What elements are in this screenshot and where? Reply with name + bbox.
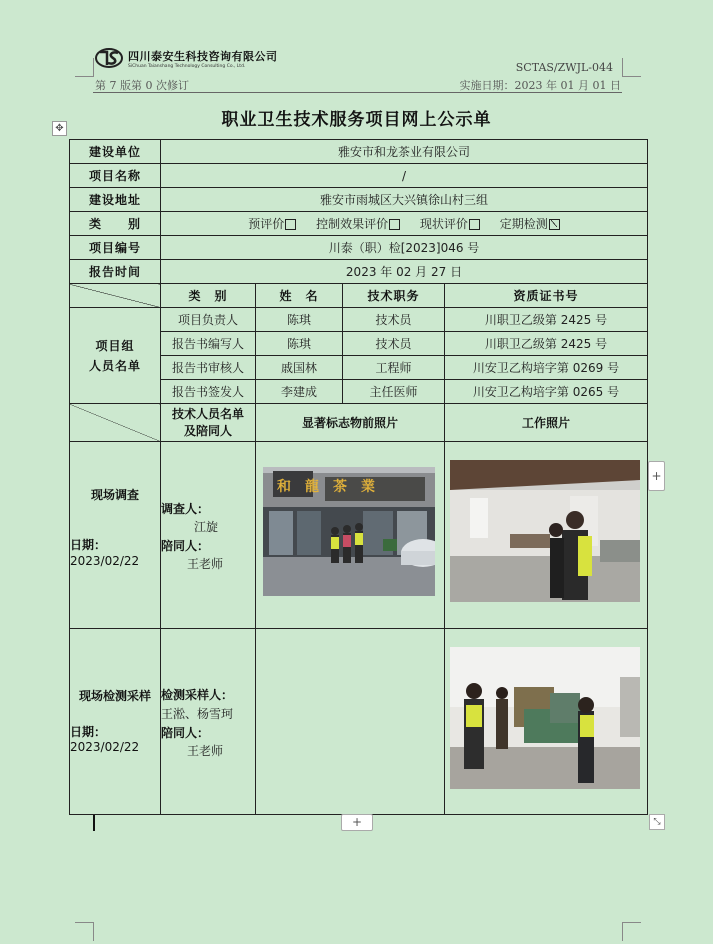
survey-label: 现场调查 (90, 488, 139, 502)
survey-companion-label: 陪同人： (161, 539, 210, 553)
address-value[interactable]: 雅安市雨城区大兴镇徐山村三组 (161, 188, 648, 212)
text-cursor (93, 815, 95, 831)
page-title: 职业卫生技术服务项目网上公示单 (221, 110, 492, 130)
unit-label: 建设单位 (70, 140, 161, 164)
checkbox-icon[interactable] (389, 219, 400, 230)
add-column-button[interactable]: + (648, 461, 665, 491)
investigator-name[interactable]: 江旋 (194, 520, 219, 534)
corner-mark-top-right (622, 58, 641, 77)
team-row-title[interactable]: 技术员 (343, 308, 445, 332)
team-row-name[interactable]: 陈琪 (256, 308, 343, 332)
sampling-date-label: 日期： (70, 725, 107, 739)
address-label: 建设地址 (70, 188, 161, 212)
storefront-photo[interactable] (263, 467, 435, 596)
work-col-header: 工作照片 (445, 404, 648, 442)
unit-value[interactable]: 雅安市和龙茶业有限公司 (161, 140, 648, 164)
team-group-label: 项目组 人员名单 (70, 308, 161, 404)
survey-people-cell (161, 442, 256, 629)
team-row-title[interactable]: 工程师 (343, 356, 445, 380)
type-option-control[interactable]: 控制效果评价 (316, 217, 400, 231)
project-name-label: 项目名称 (70, 164, 161, 188)
sampling-photo[interactable] (450, 647, 640, 789)
add-row-button[interactable]: + (341, 814, 373, 831)
col-cert: 资质证书号 (445, 284, 648, 308)
sampling-label: 现场检测采样 (78, 689, 151, 703)
checked-checkbox-icon[interactable] (549, 219, 560, 230)
team-row-category[interactable]: 报告书编写人 (161, 332, 256, 356)
type-option-periodic[interactable]: 定期检测 (500, 217, 560, 231)
project-no-value[interactable]: 川泰（职）检[2023]046 号 (161, 236, 648, 260)
team-row-title[interactable]: 技术员 (343, 332, 445, 356)
revision-text: 第 7 版第 0 次修订 (95, 79, 189, 92)
table-resize-handle-icon[interactable]: ⤡ (649, 814, 665, 830)
team-row-cert[interactable]: 川安卫乙构培字第 0269 号 (445, 356, 648, 380)
team-row-name[interactable]: 戚国林 (256, 356, 343, 380)
corner-mark-bottom-right (622, 922, 641, 941)
team-row-cert[interactable]: 川安卫乙构培字第 0265 号 (445, 380, 648, 404)
sampling-companion-label: 陪同人： (161, 726, 210, 740)
sampler-label: 检测采样人： (161, 688, 234, 702)
project-name-value[interactable]: / (161, 164, 648, 188)
survey-companion-name[interactable]: 王老师 (187, 557, 224, 571)
survey-date-value[interactable]: 2023/02/22 (70, 554, 140, 568)
checkbox-icon[interactable] (285, 219, 296, 230)
landmark-col-header: 显著标志物前照片 (256, 404, 445, 442)
company-logo-icon (94, 46, 124, 70)
sampling-people-cell (161, 629, 256, 815)
effective-date: 实施日期：2023 年 01 月 01 日 (459, 79, 621, 92)
header-divider (93, 92, 622, 93)
report-time-value[interactable]: 2023 年 02 月 27 日 (161, 260, 648, 284)
team-row-name[interactable]: 陈琪 (256, 332, 343, 356)
sampling-date-value[interactable]: 2023/02/22 (70, 740, 140, 754)
storefront-sign: 和 龍 茶 業 (277, 479, 375, 495)
type-option-status[interactable]: 现状评价 (420, 217, 480, 231)
type-option-pre[interactable]: 预评价 (248, 217, 296, 231)
team-row-category[interactable]: 报告书审核人 (161, 356, 256, 380)
company-name-en: SiChuan Taianshang Technology Consulting Co., Ltd. (128, 63, 246, 69)
workshop-photo[interactable] (450, 460, 640, 602)
team-row-name[interactable]: 李建成 (256, 380, 343, 404)
corner-mark-top-left (75, 58, 94, 77)
survey-date-label: 日期： (70, 538, 107, 552)
company-name-cn: 四川泰安生科技咨询有限公司 (128, 49, 278, 63)
company-logo (94, 46, 278, 70)
sampling-landmark-photo-cell (256, 629, 445, 815)
col-category: 类 别 (161, 284, 256, 308)
team-row-category[interactable]: 项目负责人 (161, 308, 256, 332)
sampler-names[interactable]: 王淞、杨雪珂 (161, 707, 234, 721)
team-row-cert[interactable]: 川职卫乙级第 2425 号 (445, 308, 648, 332)
diagonal-photo-header-cell (70, 404, 161, 442)
type-label: 类 别 (70, 212, 161, 236)
team-row-cert[interactable]: 川职卫乙级第 2425 号 (445, 332, 648, 356)
document-code: SCTAS/ZWJL-044 (515, 61, 613, 74)
corner-mark-bottom-left (75, 922, 94, 941)
type-options (161, 212, 648, 236)
report-time-label: 报告时间 (70, 260, 161, 284)
project-no-label: 项目编号 (70, 236, 161, 260)
sampling-cell (70, 629, 161, 815)
survey-cell (70, 442, 161, 629)
col-title: 技术职务 (343, 284, 445, 308)
team-row-title[interactable]: 主任医师 (343, 380, 445, 404)
sampling-companion-name[interactable]: 王老师 (187, 744, 224, 758)
team-row-category[interactable]: 报告书签发人 (161, 380, 256, 404)
checkbox-icon[interactable] (469, 219, 480, 230)
staff-col-header: 技术人员名单 及陪同人 (161, 404, 256, 442)
col-name: 姓 名 (256, 284, 343, 308)
investigator-label: 调查人： (161, 502, 210, 516)
table-move-handle-icon[interactable]: ✥ (52, 121, 67, 136)
diagonal-header-cell (70, 284, 161, 308)
